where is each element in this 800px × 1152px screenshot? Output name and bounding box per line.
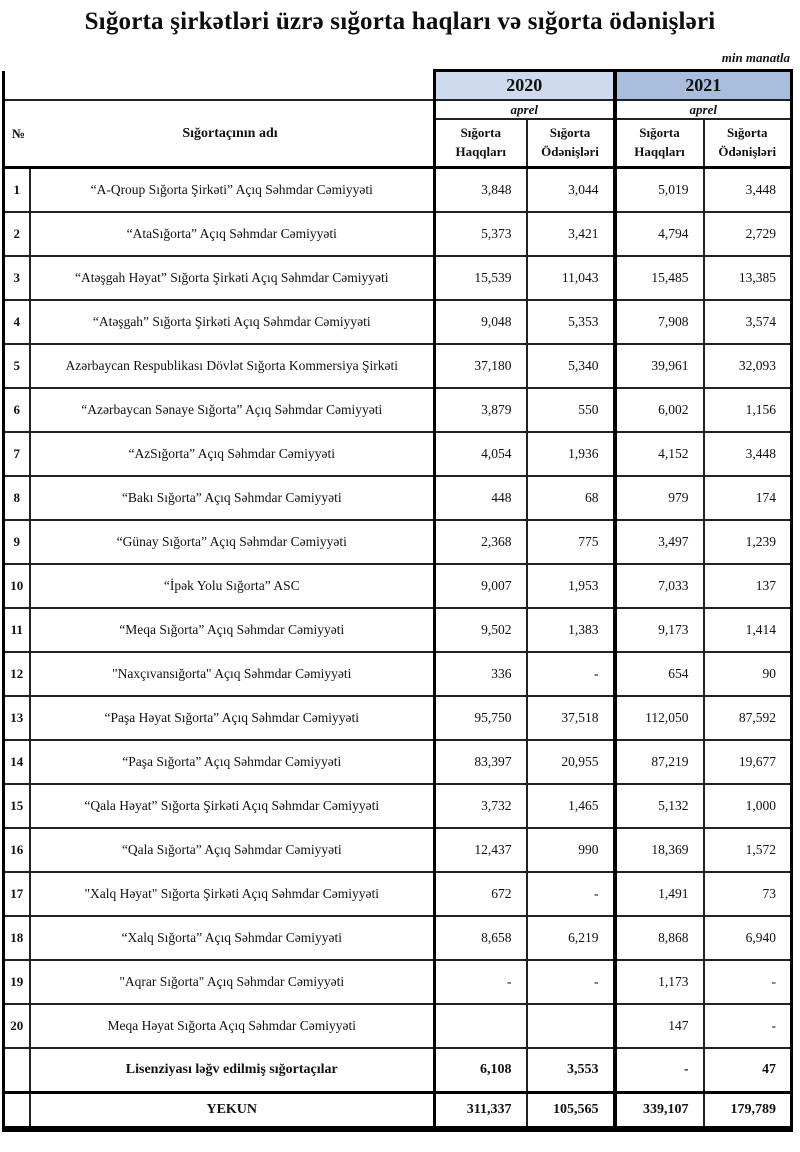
table-row — [4, 388, 792, 432]
row-number-cell: 16 — [4, 828, 30, 872]
company-name-cell: “Paşa Sığorta” Açıq Səhmdar Cəmiyyəti — [30, 740, 435, 784]
company-name-cell: “Azərbaycan Sənaye Sığorta” Açıq Səhmdar Cəmiyyəti — [30, 388, 435, 432]
row-number-cell: 5 — [4, 344, 30, 388]
value-premiums-2021: 7,033 — [615, 564, 704, 608]
company-name-cell: Lisenziyası ləğv edilmiş sığortaçılar — [30, 1048, 435, 1093]
value-premiums-2020: 83,397 — [435, 740, 527, 784]
company-name-cell: “İpək Yolu Sığorta” ASC — [30, 564, 435, 608]
row-number-cell: 3 — [4, 256, 30, 300]
value-premiums-2020: 311,337 — [435, 1093, 527, 1130]
value-payments-2021: 179,789 — [704, 1093, 792, 1130]
value-premiums-2020: 3,879 — [435, 388, 527, 432]
value-payments-2020: 1,936 — [527, 432, 615, 476]
table-row — [4, 212, 792, 256]
table-row — [4, 740, 792, 784]
value-payments-2020: 6,219 — [527, 916, 615, 960]
value-premiums-2020: 672 — [435, 872, 527, 916]
value-premiums-2021: 654 — [615, 652, 704, 696]
value-premiums-2021: 4,152 — [615, 432, 704, 476]
value-payments-2021: 13,385 — [704, 256, 792, 300]
year-2021-header: 2021 — [615, 71, 792, 101]
row-number-cell: 15 — [4, 784, 30, 828]
table-row — [4, 960, 792, 1004]
value-premiums-2021: 3,497 — [615, 520, 704, 564]
table-row — [4, 872, 792, 916]
value-premiums-2020: 448 — [435, 476, 527, 520]
table-row — [4, 256, 792, 300]
year-2020-header: 2020 — [435, 71, 615, 101]
value-premiums-2021: 4,794 — [615, 212, 704, 256]
value-premiums-2021: 5,019 — [615, 168, 704, 213]
table-row — [4, 652, 792, 696]
table-row — [4, 828, 792, 872]
row-number-cell: 8 — [4, 476, 30, 520]
company-name-cell: “Qala Həyat” Sığorta Şirkəti Açıq Səhmdar Cəmiyyəti — [30, 784, 435, 828]
value-payments-2021: 87,592 — [704, 696, 792, 740]
company-name-cell: Meqa Həyat Sığorta Açıq Səhmdar Cəmiyyəti — [30, 1004, 435, 1048]
value-payments-2021: 3,448 — [704, 168, 792, 213]
value-payments-2020: 105,565 — [527, 1093, 615, 1130]
value-payments-2020: 550 — [527, 388, 615, 432]
row-number-cell: 7 — [4, 432, 30, 476]
row-number-cell: 18 — [4, 916, 30, 960]
year-band-row — [4, 71, 792, 101]
value-payments-2021: 1,156 — [704, 388, 792, 432]
value-payments-2021: 1,572 — [704, 828, 792, 872]
value-premiums-2020: 9,048 — [435, 300, 527, 344]
company-name-cell: “AzSığorta” Açıq Səhmdar Cəmiyyəti — [30, 432, 435, 476]
value-premiums-2021: 1,491 — [615, 872, 704, 916]
row-number-cell: 19 — [4, 960, 30, 1004]
table-row — [4, 1004, 792, 1048]
value-premiums-2021: 112,050 — [615, 696, 704, 740]
company-name-cell: “Bakı Sığorta” Açıq Səhmdar Cəmiyyəti — [30, 476, 435, 520]
value-premiums-2020: 336 — [435, 652, 527, 696]
period-2021-label: aprel — [615, 100, 792, 119]
company-name-cell: “Qala Sığorta” Açıq Səhmdar Cəmiyyəti — [30, 828, 435, 872]
value-payments-2021: 1,239 — [704, 520, 792, 564]
value-premiums-2021: 979 — [615, 476, 704, 520]
row-number-cell — [4, 1093, 30, 1130]
row-number-cell — [4, 1048, 30, 1093]
company-name-cell: “Atəşgah Həyat” Sığorta Şirkəti Açıq Səhmdar Cəmiyyəti — [30, 256, 435, 300]
table-row — [4, 784, 792, 828]
value-premiums-2021: - — [615, 1048, 704, 1093]
value-premiums-2021: 7,908 — [615, 300, 704, 344]
name-column-header — [4, 100, 435, 168]
value-payments-2020: 11,043 — [527, 256, 615, 300]
row-number-cell: 13 — [4, 696, 30, 740]
company-name-cell: “A-Qroup Sığorta Şirkəti” Açıq Səhmdar Cəmiyyəti — [30, 168, 435, 213]
table-row — [4, 168, 792, 213]
value-payments-2021: 3,574 — [704, 300, 792, 344]
row-number-cell: 12 — [4, 652, 30, 696]
value-payments-2020: - — [527, 652, 615, 696]
header-payments-2020: Sığorta Ödənişləri — [527, 119, 615, 168]
value-payments-2020: 5,353 — [527, 300, 615, 344]
value-payments-2020: 1,383 — [527, 608, 615, 652]
company-name-cell: “Günay Sığorta” Açıq Səhmdar Cəmiyyəti — [30, 520, 435, 564]
value-premiums-2021: 5,132 — [615, 784, 704, 828]
value-payments-2020: 20,955 — [527, 740, 615, 784]
value-premiums-2020: 3,732 — [435, 784, 527, 828]
value-payments-2021: - — [704, 1004, 792, 1048]
value-premiums-2020: 8,658 — [435, 916, 527, 960]
table-row — [4, 916, 792, 960]
value-payments-2021: 137 — [704, 564, 792, 608]
value-premiums-2021: 39,961 — [615, 344, 704, 388]
value-premiums-2020: 95,750 — [435, 696, 527, 740]
value-payments-2021: 2,729 — [704, 212, 792, 256]
total-row — [4, 1093, 792, 1130]
value-payments-2020: 1,465 — [527, 784, 615, 828]
table-row — [4, 476, 792, 520]
row-number-cell: 9 — [4, 520, 30, 564]
insurance-table — [2, 69, 793, 1132]
value-premiums-2020: 3,848 — [435, 168, 527, 213]
row-number-cell: 4 — [4, 300, 30, 344]
cancelled-licenses-row — [4, 1048, 792, 1093]
value-premiums-2020: 2,368 — [435, 520, 527, 564]
period-row — [4, 100, 792, 119]
company-name-cell: “Paşa Həyat Sığorta” Açıq Səhmdar Cəmiyyəti — [30, 696, 435, 740]
table-row — [4, 696, 792, 740]
company-name-cell: YEKUN — [30, 1093, 435, 1130]
value-payments-2021: 3,448 — [704, 432, 792, 476]
value-premiums-2020: 37,180 — [435, 344, 527, 388]
value-premiums-2021: 9,173 — [615, 608, 704, 652]
value-payments-2021: 6,940 — [704, 916, 792, 960]
header-payments-2021: Sığorta Ödənişləri — [704, 119, 792, 168]
value-premiums-2020: 15,539 — [435, 256, 527, 300]
value-premiums-2020 — [435, 1004, 527, 1048]
value-premiums-2020: 9,502 — [435, 608, 527, 652]
company-name-cell: “Meqa Sığorta” Açıq Səhmdar Cəmiyyəti — [30, 608, 435, 652]
table-row — [4, 520, 792, 564]
table-row — [4, 432, 792, 476]
value-premiums-2021: 6,002 — [615, 388, 704, 432]
table-row — [4, 608, 792, 652]
table-row — [4, 564, 792, 608]
value-premiums-2021: 87,219 — [615, 740, 704, 784]
value-payments-2020: 1,953 — [527, 564, 615, 608]
page-title: Sığorta şirkətləri üzrə sığorta haqları və sığorta ödənişləri — [84, 8, 716, 35]
value-payments-2020: 3,421 — [527, 212, 615, 256]
value-premiums-2021: 1,173 — [615, 960, 704, 1004]
value-premiums-2020: - — [435, 960, 527, 1004]
value-premiums-2020: 12,437 — [435, 828, 527, 872]
company-name-cell: "Naxçıvansığorta" Açıq Səhmdar Cəmiyyəti — [30, 652, 435, 696]
company-name-cell: “Atəşgah” Sığorta Şirkəti Açıq Səhmdar Cəmiyyəti — [30, 300, 435, 344]
table-row — [4, 300, 792, 344]
value-premiums-2020: 9,007 — [435, 564, 527, 608]
value-premiums-2021: 18,369 — [615, 828, 704, 872]
value-payments-2021: 47 — [704, 1048, 792, 1093]
company-name-cell: "Xalq Həyat" Sığorta Şirkəti Açıq Səhmdar Cəmiyyəti — [30, 872, 435, 916]
table-row — [4, 344, 792, 388]
value-payments-2021: 1,414 — [704, 608, 792, 652]
value-payments-2021: 19,677 — [704, 740, 792, 784]
column-header-no: № — [12, 125, 26, 141]
period-2020-label: aprel — [435, 100, 615, 119]
unit-note: min manatla — [721, 50, 790, 65]
value-payments-2021: 73 — [704, 872, 792, 916]
row-number-cell: 14 — [4, 740, 30, 784]
value-payments-2020: 5,340 — [527, 344, 615, 388]
value-premiums-2020: 5,373 — [435, 212, 527, 256]
value-premiums-2021: 8,868 — [615, 916, 704, 960]
header-premiums-2020: Sığorta Haqqları — [435, 119, 527, 168]
value-payments-2020: 68 — [527, 476, 615, 520]
value-payments-2020 — [527, 1004, 615, 1048]
value-payments-2021: 174 — [704, 476, 792, 520]
row-number-cell: 2 — [4, 212, 30, 256]
value-premiums-2020: 4,054 — [435, 432, 527, 476]
value-payments-2020: - — [527, 872, 615, 916]
company-name-cell: Azərbaycan Respublikası Dövlət Sığorta Kommersiya Şirkəti — [30, 344, 435, 388]
blank-corner-cell — [4, 71, 435, 101]
value-payments-2020: 3,044 — [527, 168, 615, 213]
value-premiums-2021: 147 — [615, 1004, 704, 1048]
value-payments-2020: 775 — [527, 520, 615, 564]
column-header-name: Sığortaçının adı — [182, 125, 278, 141]
row-number-cell: 20 — [4, 1004, 30, 1048]
value-payments-2020: 990 — [527, 828, 615, 872]
value-payments-2021: 32,093 — [704, 344, 792, 388]
value-premiums-2021: 15,485 — [615, 256, 704, 300]
value-premiums-2020: 6,108 — [435, 1048, 527, 1093]
row-number-cell: 17 — [4, 872, 30, 916]
value-payments-2021: - — [704, 960, 792, 1004]
value-payments-2020: 37,518 — [527, 696, 615, 740]
row-number-cell: 10 — [4, 564, 30, 608]
value-payments-2020: - — [527, 960, 615, 1004]
row-number-cell: 11 — [4, 608, 30, 652]
row-number-cell: 1 — [4, 168, 30, 213]
value-payments-2021: 1,000 — [704, 784, 792, 828]
company-name-cell: “AtaSığorta” Açıq Səhmdar Cəmiyyəti — [30, 212, 435, 256]
value-premiums-2021: 339,107 — [615, 1093, 704, 1130]
row-number-cell: 6 — [4, 388, 30, 432]
header-premiums-2021: Sığorta Haqqları — [615, 119, 704, 168]
value-payments-2021: 90 — [704, 652, 792, 696]
value-payments-2020: 3,553 — [527, 1048, 615, 1093]
company-name-cell: “Xalq Sığorta” Açıq Səhmdar Cəmiyyəti — [30, 916, 435, 960]
company-name-cell: "Aqrar Sığorta" Açıq Səhmdar Cəmiyyəti — [30, 960, 435, 1004]
